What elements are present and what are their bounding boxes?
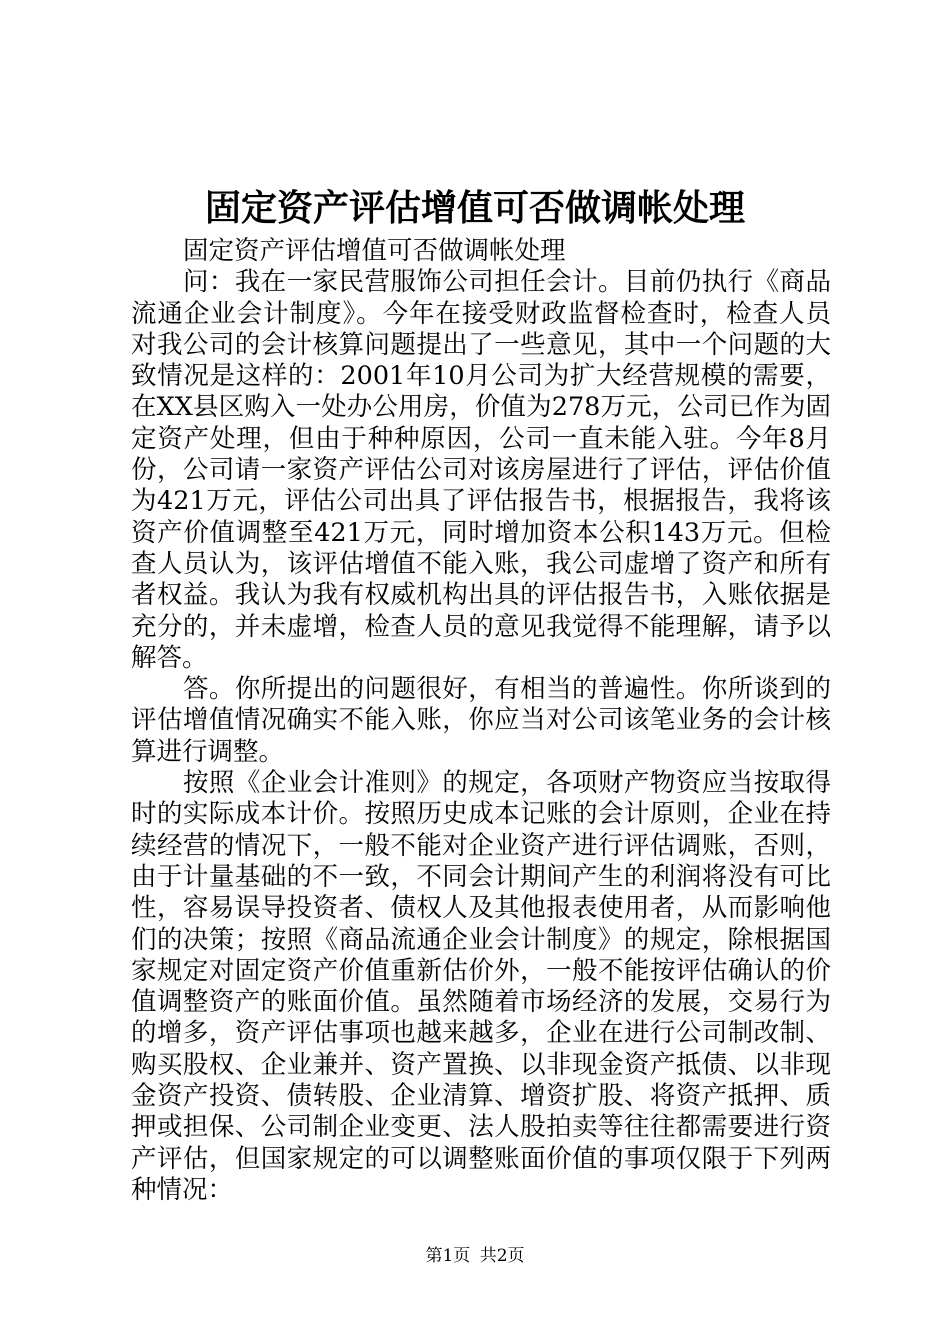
paragraph-regulation: 按照《企业会计准则》的规定，各项财产物资应当按取得时的实际成本计价。按照历史成本记账的会计原则，企业在持续经营的情况下，一般不能对企业资产进行评估调账，否则，由于计量基础的不一致，不同会计期间产生的利润将没有可比性，容易误导投资者、债权人及其他报表使用者，从而影响他们的决策；按照《商品流通企业会计制度》的规定，除根据国家规定对固定资产价值重新估价外，一般不能按评估确认的价值调整资产的账面价值。虽然随着市场经济的发展，交易行为的增多，资产评估事项也越来越多，企业在进行公司制改制、购买股权、企业兼并、资产置换、以非现金资产抵债、以非现金资产投资、债转股、企业清算、增资扩股、将资产抵押、质押或担保、公司制企业变更、法人股拍卖等往往都需要进行资产评估，但国家规定的可以调整账面价值的事项仅限于下列两种情况： <box>131 768 831 1205</box>
paragraph-subtitle: 固定资产评估增值可否做调帐处理 <box>183 236 566 266</box>
document-body <box>131 236 831 1206</box>
page-total: 共2页 <box>479 1246 525 1266</box>
document-title: 固定资产评估增值可否做调帐处理 <box>204 187 745 229</box>
paragraph-question: 问：我在一家民营服饰公司担任会计。目前仍执行《商品流通企业会计制度》。今年在接受财政监督检查时，检查人员对我公司的会计核算问题提出了一些意见，其中一个问题的大致情况是这样的：2001年10月公司为扩大经营规模的需要，在XX县区购入一处办公用房，价值为278万元，公司已作为固定资产处理，但由于种种原因，公司一直未能入驻。今年8月份，公司请一家资产评估公司对该房屋进行了评估，评估价值为421万元，评估公司出具了评估报告书，根据报告，我将该资产价值调整至421万元，同时增加资本公积143万元。但检查人员认为，该评估增值不能入账，我公司虚增了资产和所有者权益。我认为我有权威机构出具的评估报告书，入账依据是充分的，并未虚增，检查人员的意见我觉得不能理解，请予以解答。 <box>131 267 831 673</box>
page-footer <box>0 1244 950 1268</box>
page-number: 第1页 <box>425 1246 471 1266</box>
paragraph-answer: 答。你所提出的问题很好，有相当的普遍性。你所谈到的评估增值情况确实不能入账，你应当对公司该笔业务的会计核算进行调整。 <box>131 674 831 767</box>
